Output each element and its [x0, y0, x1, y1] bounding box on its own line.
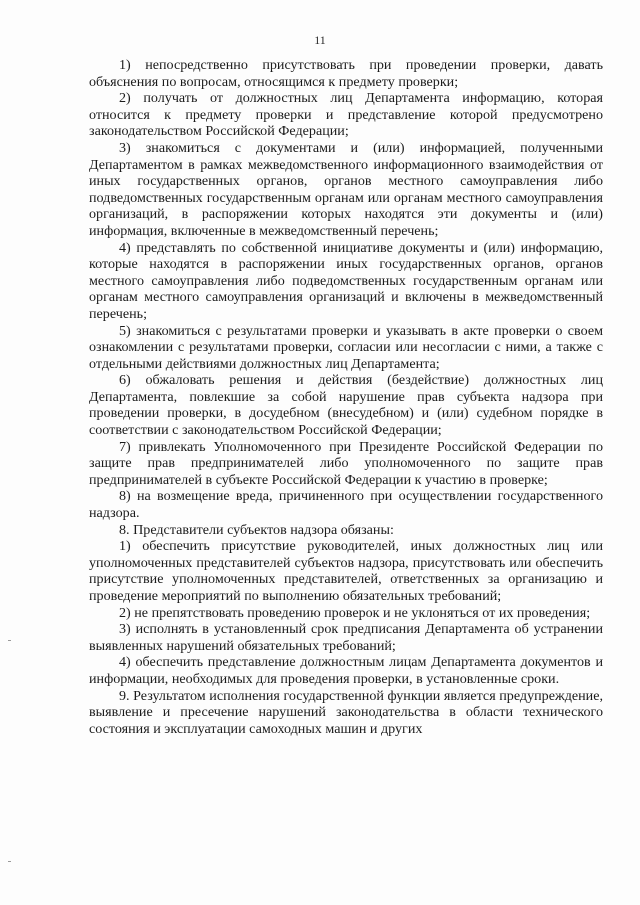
paragraph-right-6: 6) обжаловать решения и действия (бездействие) должностных лиц Департамента, повлекшие за собой нарушение прав субъекта надзора при проведении проверки, в досудебном (внесудебном) и (или) судебном порядке в соответствии с законодательством Российской Федерации;	[89, 372, 603, 439]
paragraph-duty-4: 4) обеспечить представление должностным лицам Департамента документов и информации, необходимых для проведения проверки, в установленные сроки.	[89, 654, 603, 687]
paragraph-right-3: 3) знакомиться с документами и (или) информацией, полученными Департаментом в рамках межведомственного информационного взаимодействия от иных государственных органов, органов местного самоуправления либо подведомственных государственным органам или органам местного самоуправления организаций, в распоряжении которых находятся эти документы и (или) информация, включенные в межведомственный перечень;	[89, 139, 603, 239]
paragraph-right-2: 2) получать от должностных лиц Департамента информацию, которая относится к предмету проверки и представление которой предусмотрено законодательством Российской Федерации;	[89, 90, 603, 140]
document-body	[89, 57, 603, 737]
margin-scan-mark	[8, 861, 11, 862]
paragraph-right-1: 1) непосредственно присутствовать при проведении проверки, давать объяснения по вопросам, относящимся к предмету проверки;	[89, 57, 603, 90]
paragraph-duty-3: 3) исполнять в установленный срок предписания Департамента об устранении выявленных нарушений обязательных требований;	[89, 621, 603, 654]
section-8-heading: 8. Представители субъектов надзора обязаны:	[119, 521, 394, 538]
paragraph-duty-1: 1) обеспечить присутствие руководителей, иных должностных лиц или уполномоченных представителей субъектов надзора, присутствовать или обеспечить присутствие уполномоченных представителей, ответственных за организацию и проведение мероприятий по выполнению обязательных требований;	[89, 538, 603, 604]
margin-scan-mark	[8, 640, 11, 641]
paragraph-right-4: 4) представлять по собственной инициативе документы и (или) информацию, которые находятся в распоряжении иных государственных органов, органов местного самоуправления либо подведомственных государственным органам или органам местного самоуправления организаций и включены в межведомственный перечень;	[89, 239, 603, 322]
paragraph-duty-2: 2) не препятствовать проведению проверок и не уклоняться от их проведения;	[119, 604, 591, 621]
paragraph-right-7: 7) привлекать Уполномоченного при Президенте Российской Федерации по защите прав предпринимателей либо уполномоченного по защите прав предпринимателей в субъекте Российской Федерации к участию в проверке;	[89, 438, 603, 488]
paragraph-right-5: 5) знакомиться с результатами проверки и указывать в акте проверки о своем ознакомлении с результатами проверки, согласии или несогласии с ними, а также с отдельными действиями должностных лиц Департамента;	[89, 322, 603, 372]
page-number: 11	[314, 33, 326, 47]
paragraph-right-8: 8) на возмещение вреда, причиненного при осуществлении государственного надзора.	[89, 488, 603, 522]
section-9-paragraph: 9. Результатом исполнения государственной функции является предупреждение, выявление и пресечение нарушений законодательства в области технического состояния и эксплуатации самоходных машин и других	[89, 687, 603, 737]
